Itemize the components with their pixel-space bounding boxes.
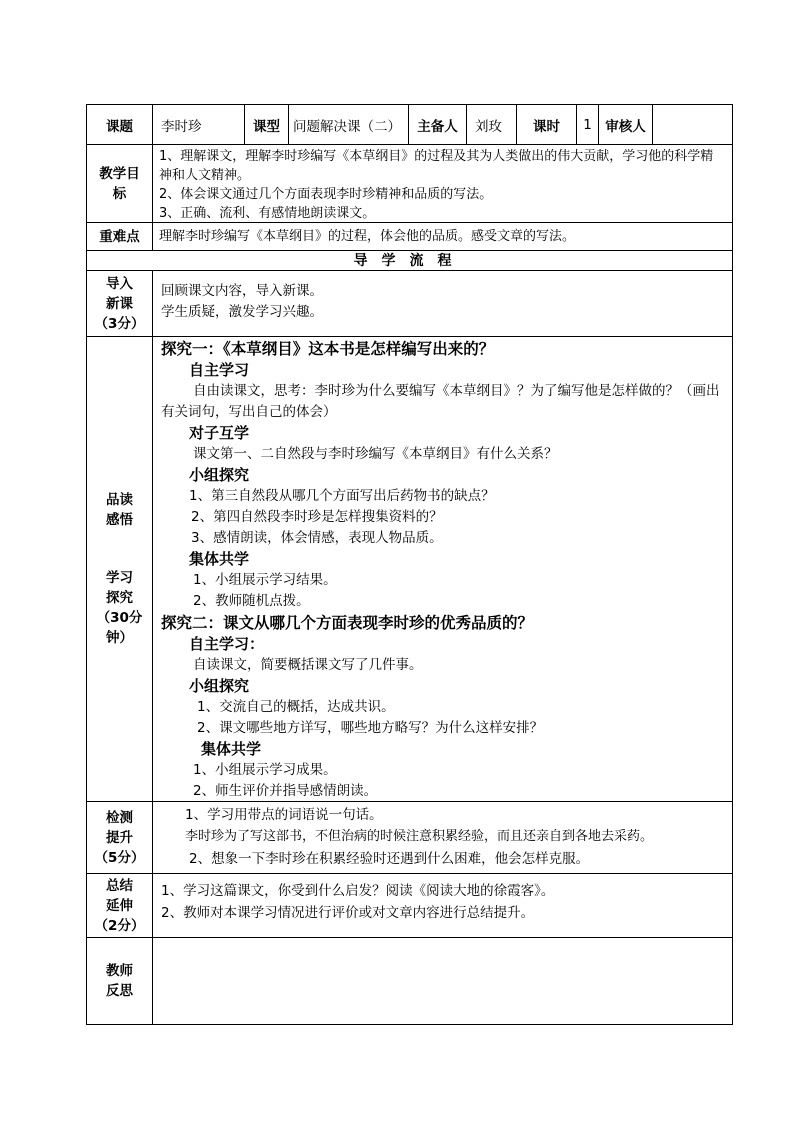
preparer-label: 主备人 bbox=[409, 105, 467, 144]
intro-line: 回顾课文内容，导入新课。 bbox=[161, 283, 323, 299]
inquiry1-group-item: 1、第三自然段从哪几个方面写出后药物书的缺点？ bbox=[189, 488, 495, 504]
study-label: 品读 感悟 学习 探究 （30分 钟） bbox=[87, 337, 153, 801]
key-points-label: 重难点 bbox=[87, 223, 153, 250]
inquiry1-group-item: 3、感情朗读，体会情感，表现人物品质。 bbox=[191, 530, 443, 546]
inquiry1-share-title: 集体共学 bbox=[189, 550, 250, 568]
inquiry2-share-item: 1、小组展示学习成果。 bbox=[193, 762, 337, 778]
inquiry1-share-item: 1、小组展示学习结果。 bbox=[193, 572, 337, 588]
inquiry2-share-title: 集体共学 bbox=[201, 740, 262, 758]
reviewer-label: 审核人 bbox=[599, 105, 653, 144]
reviewer-value bbox=[653, 105, 732, 144]
study-row bbox=[87, 337, 732, 802]
key-points-text: 理解李时珍编写《本草纲目》的过程，体会他的品质。感受文章的写法。 bbox=[159, 229, 576, 244]
inquiry1-title: 探究一：《本草纲目》这本书是怎样编写出来的？ bbox=[161, 340, 495, 358]
study-content bbox=[153, 337, 732, 801]
check-content bbox=[153, 802, 732, 873]
goals-row bbox=[87, 145, 732, 223]
summary-row bbox=[87, 874, 732, 938]
type-value: 问题解决课（二） bbox=[289, 105, 409, 144]
goal-item: 2、体会课文通过几个方面表现李时珍精神和品质的写法。 bbox=[159, 187, 493, 202]
title-value: 李时珍 bbox=[153, 105, 245, 144]
check-row bbox=[87, 802, 732, 874]
check-line: 2、想象一下李时珍在积累经验时还遇到什么困难，他会怎样克服。 bbox=[189, 851, 590, 867]
check-label: 检测 提升 （5分） bbox=[87, 802, 153, 873]
period-label: 课时 bbox=[517, 105, 577, 144]
flow-title-row bbox=[87, 251, 732, 271]
check-line: 李时珍为了写这部书，不但治病的时候注意积累经验，而且还亲自到各地去采药。 bbox=[185, 829, 654, 844]
preparer-value: 刘玫 bbox=[467, 105, 517, 144]
inquiry1-self-title: 自主学习 bbox=[189, 361, 250, 379]
inquiry2-group-item: 1、交流自己的概括，达成共识。 bbox=[197, 699, 395, 715]
inquiry1-group-title: 小组探究 bbox=[189, 466, 250, 484]
inquiry2-self-title: 自主学习： bbox=[189, 635, 265, 653]
inquiry1-share-item: 2、教师随机点拨。 bbox=[193, 593, 310, 609]
inquiry2-group-item: 2、课文哪些地方详写，哪些地方略写？为什么这样安排？ bbox=[197, 720, 544, 736]
reflection-content bbox=[153, 938, 732, 1024]
title-label: 课题 bbox=[87, 105, 153, 144]
check-line: 1、学习用带点的词语说一句话。 bbox=[185, 807, 383, 823]
inquiry1-group-item: 2、第四自然段李时珍是怎样搜集资料的？ bbox=[191, 509, 443, 525]
summary-line: 2、教师对本课学习情况进行评价或对文章内容进行总结提升。 bbox=[161, 905, 535, 921]
goal-item: 3、正确、流利、有感情地朗读课文。 bbox=[159, 206, 376, 221]
inquiry2-share-item: 2、师生评价并指导感情朗读。 bbox=[193, 783, 378, 799]
inquiry2-title: 探究二：课文从哪几个方面表现李时珍的优秀品质的？ bbox=[161, 614, 534, 632]
period-value: 1 bbox=[577, 105, 599, 144]
inquiry1-pair-text: 课文第一、二自然段与李时珍编写《本草纲目》有什么关系？ bbox=[193, 446, 558, 462]
lesson-plan-table bbox=[86, 104, 733, 1025]
inquiry2-self-text: 自读课文，简要概括课文写了几件事。 bbox=[193, 657, 423, 673]
type-label: 课型 bbox=[245, 105, 289, 144]
goal-item: 1、理解课文，理解李时珍编写《本草纲目》的过程及其为人类做出的伟大贡献，学习他的科学精神和人文精神。 bbox=[159, 149, 714, 183]
intro-content bbox=[153, 271, 732, 336]
inquiry1-self-text: 自由读课文，思考：李时珍为什么要编写《本草纲目》？为了编写他是怎样做的？（画出有关词句，写出自己的体会） bbox=[161, 383, 720, 420]
goals-content bbox=[153, 145, 732, 222]
header-row bbox=[87, 105, 732, 145]
flow-title: 导学流程 bbox=[353, 252, 466, 269]
intro-line: 学生质疑，激发学习兴趣。 bbox=[161, 304, 323, 320]
reflection-row bbox=[87, 938, 732, 1024]
summary-line: 1、学习这篇课文，你受到什么启发？阅读《阅读大地的徐霞客》。 bbox=[161, 883, 555, 899]
intro-row bbox=[87, 271, 732, 337]
reflection-label: 教师 反思 bbox=[87, 938, 153, 1024]
inquiry2-group-title: 小组探究 bbox=[189, 677, 250, 695]
intro-label: 导入 新课 （3分） bbox=[87, 271, 153, 336]
summary-label: 总结 延伸 （2分） bbox=[87, 874, 153, 937]
inquiry1-pair-title: 对子互学 bbox=[189, 424, 250, 442]
summary-content bbox=[153, 874, 732, 937]
goals-label: 教学目标 bbox=[87, 145, 153, 222]
key-points-row bbox=[87, 223, 732, 251]
